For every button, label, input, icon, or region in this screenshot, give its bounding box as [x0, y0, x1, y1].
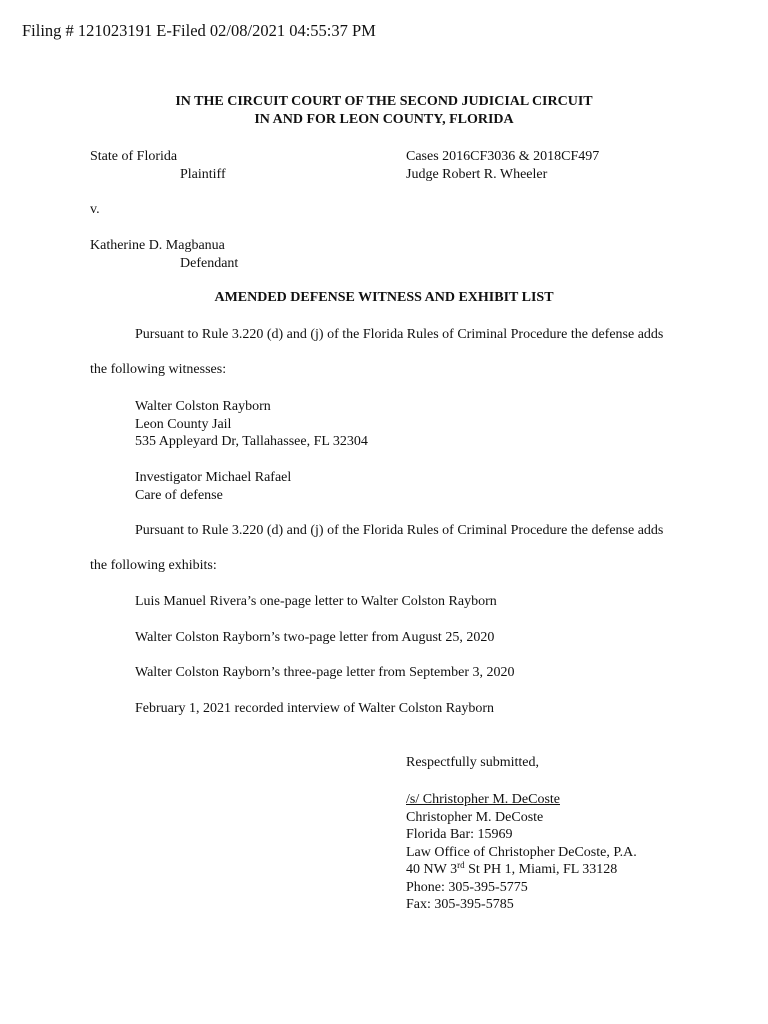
- document-title: AMENDED DEFENSE WITNESS AND EXHIBIT LIST: [214, 290, 554, 305]
- plaintiff-block: [90, 148, 226, 183]
- exhibit-intro-line-1: Pursuant to Rule 3.220 (d) and (j) of the Florida Rules of Criminal Procedure the defense adds: [135, 523, 664, 538]
- attorney-name: Christopher M. DeCoste: [406, 809, 544, 825]
- witness-address: 535 Appleyard Dr, Tallahassee, FL 32304: [135, 434, 368, 449]
- witness-name: Investigator Michael Rafael: [135, 470, 292, 485]
- witness-intro-line-1: Pursuant to Rule 3.220 (d) and (j) of the Florida Rules of Criminal Procedure the defense adds: [135, 327, 664, 342]
- electronic-signature: /s/ Christopher M. DeCoste: [406, 792, 560, 807]
- signature-closing: Respectfully submitted,: [406, 755, 539, 770]
- defendant-role: Defendant: [180, 255, 239, 271]
- law-firm: Law Office of Christopher DeCoste, P.A.: [406, 844, 637, 860]
- case-numbers: Cases 2016CF3036 & 2018CF497: [406, 149, 600, 164]
- witness-entry: [135, 469, 291, 504]
- fax-number: Fax: 305-395-5785: [406, 897, 514, 912]
- court-name-line-2: IN AND FOR LEON COUNTY, FLORIDA: [254, 112, 514, 127]
- exhibit-item: February 1, 2021 recorded interview of Walter Colston Rayborn: [135, 701, 495, 716]
- defendant-block: [90, 237, 238, 272]
- plaintiff-role: Plaintiff: [180, 166, 226, 182]
- witness-name: Walter Colston Rayborn: [135, 399, 271, 414]
- case-info-block: [406, 148, 599, 183]
- firm-address: 40 NW 3rd St PH 1, Miami, FL 33128: [406, 860, 618, 877]
- exhibit-item: Walter Colston Rayborn’s three-page letter from September 3, 2020: [135, 665, 515, 680]
- bar-number: Florida Bar: 15969: [406, 827, 513, 842]
- witness-location: Leon County Jail: [135, 416, 232, 432]
- plaintiff-name: State of Florida: [90, 149, 178, 164]
- versus: v.: [90, 202, 100, 217]
- witness-entry: [135, 398, 368, 451]
- court-name-line-1: IN THE CIRCUIT COURT OF THE SECOND JUDICIAL CIRCUIT: [175, 94, 593, 109]
- witness-intro-line-2: the following witnesses:: [90, 362, 227, 377]
- witness-contact: Care of defense: [135, 487, 223, 503]
- judge-name: Judge Robert R. Wheeler: [406, 166, 548, 182]
- phone-number: Phone: 305-395-5775: [406, 879, 528, 895]
- filing-header: Filing # 121023191 E-Filed 02/08/2021 04:55:37 PM: [22, 21, 376, 40]
- exhibit-intro-line-2: the following exhibits:: [90, 558, 217, 573]
- exhibit-item: Luis Manuel Rivera’s one-page letter to Walter Colston Rayborn: [135, 594, 497, 609]
- exhibit-item: Walter Colston Rayborn’s two-page letter from August 25, 2020: [135, 630, 495, 645]
- defendant-name: Katherine D. Magbanua: [90, 238, 225, 253]
- signature-block: [406, 791, 637, 914]
